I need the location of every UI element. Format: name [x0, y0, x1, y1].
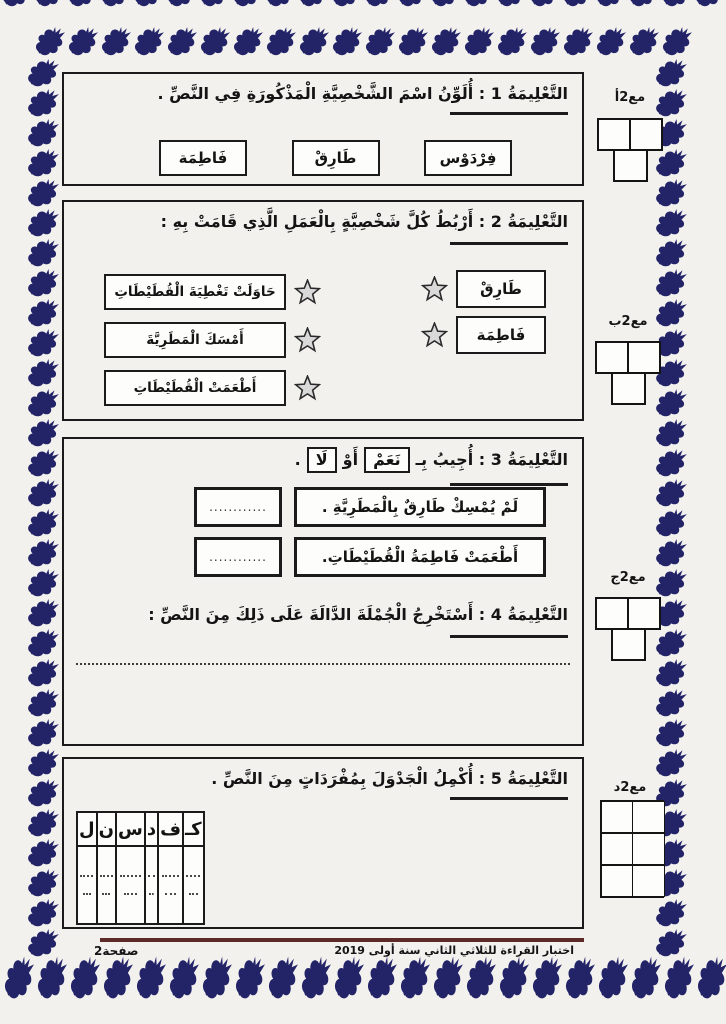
statement-1: لَمْ يُمْسِكْ طَارِقٌ بِالْمَطَرِيَّةِ .	[294, 487, 546, 527]
footer-page-number: صفحة2	[94, 944, 139, 958]
answer-cell-sin[interactable]	[116, 846, 145, 924]
section-5-title-underline	[450, 797, 568, 800]
answer-cell-nun[interactable]	[97, 846, 116, 924]
section-2-title-underline	[450, 242, 568, 245]
section-1-title-underline	[450, 112, 568, 115]
letter-nun: ن	[97, 812, 116, 846]
criterion-grid-d	[600, 800, 664, 898]
answer-field-2[interactable]: ............	[194, 537, 282, 577]
no-box: لَا	[307, 447, 337, 473]
star-icon[interactable]	[421, 322, 448, 349]
section-4-title-underline	[450, 635, 568, 638]
mark-cell	[632, 801, 665, 833]
answer-cell-fa[interactable]	[158, 846, 183, 924]
option-fatima[interactable]: فَاطِمَة	[159, 140, 247, 176]
criterion-label-a: مع2أ	[614, 90, 646, 105]
action-held-umbrella[interactable]: أَمْسَكَ الْمَطَرِيَّةَ	[104, 322, 286, 358]
section-2-title: التَّعْلِيمَةُ 2 : أَرْبُطُ كُلَّ شَخْصِيَّةٍ بِالْعَمَلِ الَّذِي قَامَتْ بِهِ :	[160, 212, 568, 231]
name-tariq[interactable]: طَارِقْ	[456, 270, 546, 308]
letter-kaf: كـ	[183, 812, 204, 846]
statement-2: أَطْعَمَتْ فَاطِمَةُ الْقُطَيْطَاتِ.	[294, 537, 546, 577]
name-fatima[interactable]: فَاطِمَة	[456, 316, 546, 354]
answer-cell-dal[interactable]	[145, 846, 158, 924]
bird-border-top-cut	[0, 0, 726, 8]
letter-sin: س	[116, 812, 145, 846]
criterion-label-b: مع2ب	[608, 314, 648, 329]
criterion-label-d: مع2د	[613, 780, 647, 795]
mark-cell	[611, 628, 646, 661]
action-fed-kittens[interactable]: أَطْعَمَتْ الْقُطَيْطَاتِ	[104, 370, 286, 406]
section-3-title-underline	[450, 483, 568, 486]
section-1-box	[62, 72, 584, 186]
footer-exam-title: اختبار القراءة للثلاثي الثاني سنة أولى 2019	[334, 944, 574, 957]
criterion-grid-a	[597, 118, 663, 182]
criterion-label-c: مع2ج	[610, 570, 646, 585]
title-period: .	[294, 450, 301, 470]
star-icon[interactable]	[294, 327, 321, 354]
section-3-title-prefix: التَّعْلِيمَةُ 3 : أُجِيبُ بِـ	[415, 450, 568, 470]
letters-table	[76, 811, 205, 925]
action-cover-kittens[interactable]: حَاوَلَتْ تَغْطِيَةَ الْقُطَيْطَاتِ	[104, 274, 286, 310]
letters-answer-row	[77, 846, 204, 924]
letters-header-row	[77, 812, 204, 846]
mark-cell	[595, 341, 629, 374]
mark-cell	[632, 865, 665, 897]
action-row-2	[104, 322, 321, 358]
criterion-grid-c	[595, 597, 661, 661]
action-row-1	[104, 274, 321, 310]
yes-box: نَعَمْ	[364, 447, 410, 473]
mark-cell	[613, 149, 648, 182]
letter-dal: د	[145, 812, 158, 846]
mark-cell	[597, 118, 631, 151]
name-row-tariq	[421, 270, 546, 308]
statement-row-1	[194, 487, 546, 527]
section-1-title: التَّعْلِيمَةُ 1 : أُلَوِّنُ اسْمَ الشَّخْصِيَّةِ الْمَذْكُورَةِ فِي النَّصِّ .	[157, 84, 568, 103]
mark-cell	[601, 801, 634, 833]
star-icon[interactable]	[421, 276, 448, 303]
section-4-answer-line[interactable]	[76, 661, 570, 665]
name-row-fatima	[421, 316, 546, 354]
section-2-actions-column	[104, 274, 321, 406]
section-2-names-column	[421, 270, 546, 354]
answer-field-1[interactable]: ............	[194, 487, 282, 527]
mark-cell	[627, 597, 661, 630]
bird-border-top	[33, 26, 693, 57]
section-4-title: التَّعْلِيمَةُ 4 : أَسْتَخْرِجُ الْجُمْلَةَ الدَّالَةَ عَلَى ذَلِكَ مِنَ النَّصِّ :	[148, 605, 568, 624]
or-word: أَوْ	[342, 450, 359, 470]
section-5-title: التَّعْلِيمَةُ 5 : أُكْمِلُ الْجَدْوَلَ بِمُفْرَدَاتٍ مِنَ النَّصِّ .	[211, 769, 568, 788]
letter-lam: ل	[77, 812, 97, 846]
bird-border-left	[25, 58, 60, 958]
criterion-grid-b	[595, 341, 661, 405]
statement-row-2	[194, 537, 546, 577]
star-icon[interactable]	[294, 279, 321, 306]
section-5-box	[62, 757, 584, 929]
mark-cell	[611, 372, 646, 405]
footer-divider-line	[100, 938, 584, 942]
mark-cell	[627, 341, 661, 374]
option-tariq[interactable]: طَارِقْ	[292, 140, 380, 176]
mark-cell	[595, 597, 629, 630]
section-3-title	[64, 439, 582, 473]
mark-cell	[632, 833, 665, 865]
bird-border-bottom	[2, 955, 726, 1001]
mark-cell	[601, 833, 634, 865]
answer-cell-lam[interactable]	[77, 846, 97, 924]
star-icon[interactable]	[294, 375, 321, 402]
section-2-box	[62, 200, 584, 421]
section-3-statements	[194, 487, 546, 577]
answer-cell-kaf[interactable]	[183, 846, 204, 924]
section-1-options	[64, 140, 582, 176]
action-row-3	[104, 370, 321, 406]
section-3-4-box	[62, 437, 584, 746]
mark-cell	[629, 118, 663, 151]
letter-fa: ف	[158, 812, 183, 846]
option-firdaws[interactable]: فِرْدَوْس	[424, 140, 512, 176]
mark-cell	[601, 865, 634, 897]
